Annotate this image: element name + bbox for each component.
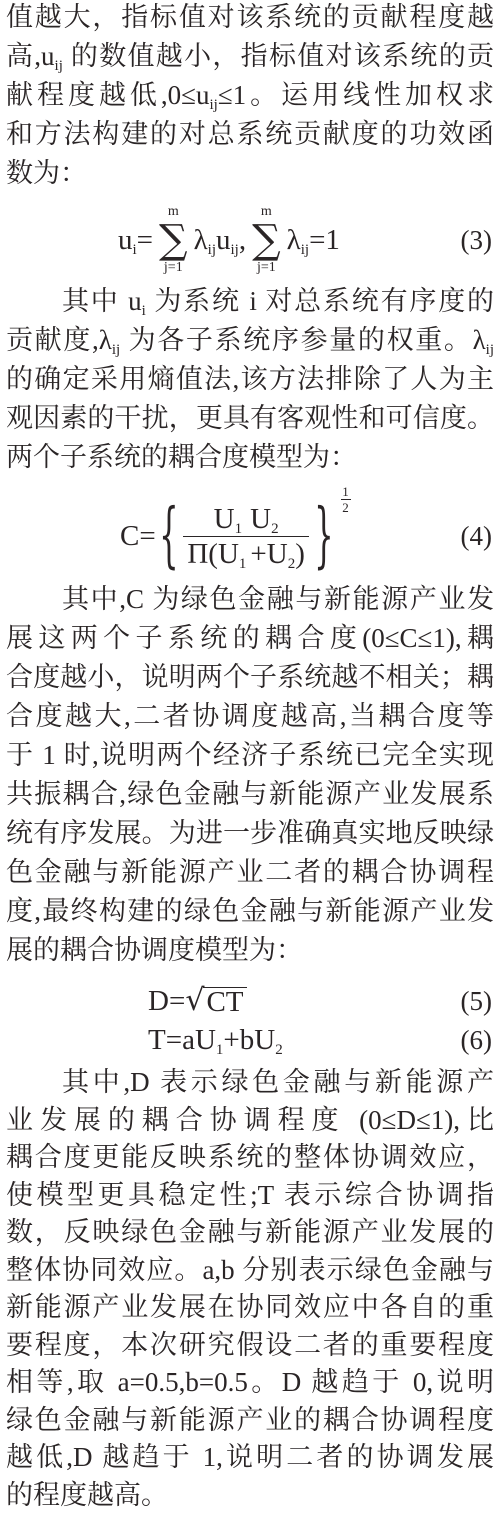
text-segment: 数，反映绿色金融与新能源产业发展的: [6, 1217, 494, 1247]
text-line: [6, 814, 494, 853]
variable: λ: [286, 224, 301, 256]
subscript: ij: [209, 97, 218, 113]
square-root-sign: √: [185, 983, 205, 1018]
exponent-denominator: 2: [342, 500, 349, 515]
text-segment: 两个子系统的耦合度模型为：: [6, 442, 357, 472]
text-segment: 绿色金融与新能源产业的耦合协调程度: [6, 1404, 494, 1435]
text-line: [6, 697, 494, 736]
equation-number: (5): [460, 985, 492, 1016]
paragraph: [6, 0, 494, 193]
text-line: [6, 1477, 494, 1515]
text-line: [6, 76, 494, 115]
text-segment: 为系统 i 对总系统有序度的: [145, 286, 494, 316]
text-segment: 耦合度更能反映系统的整体协调效应，: [6, 1142, 494, 1172]
equation-term: [194, 223, 247, 257]
equation-6: [6, 1021, 494, 1059]
subscript: ij: [54, 58, 63, 74]
right-brace: }: [313, 494, 334, 578]
text-segment: 的确定采用熵值法,该方法排除了人为主: [6, 364, 494, 394]
text-line: [6, 0, 494, 37]
text-segment: 值越大，指标值对该系统的贡献程度越: [6, 2, 494, 32]
text-segment: 数为：: [6, 158, 87, 188]
text-line: [6, 931, 494, 970]
text-segment: 业发展的耦合协调程度 (0≤D≤1),比: [6, 1104, 494, 1135]
subscript: ij: [300, 242, 310, 258]
variable: λ: [193, 224, 208, 256]
text-segment: 合度越大,二者协调度越高,当耦合度等: [6, 701, 494, 731]
variable: u: [41, 41, 55, 71]
text-segment: 新能源产业发展在协同效应中各自的重: [6, 1292, 494, 1322]
text-segment: T=aU: [148, 1024, 216, 1056]
text-segment: 展的耦合协调度模型为：: [6, 935, 303, 965]
fraction-numerator: [210, 502, 283, 536]
variable: u: [195, 80, 210, 110]
fraction-denominator: [183, 537, 309, 571]
exponent-numerator: 1: [342, 484, 349, 499]
summation: [159, 205, 188, 275]
text-segment: 合度越小，说明两个子系统越不相关；耦: [6, 662, 494, 692]
text-line: [6, 1064, 494, 1102]
text-segment: 使模型更具稳定性;T 表示综合协调指: [6, 1179, 494, 1210]
text-line: [6, 438, 494, 477]
text-line: [6, 399, 494, 438]
text-line: [6, 1327, 494, 1365]
text-segment: 观因素的干扰，更具有客观性和可信度。: [6, 403, 494, 433]
subscript: i: [141, 303, 146, 319]
text-segment: 的程度越高。: [6, 1479, 168, 1510]
sum-upper-limit: m: [167, 204, 179, 219]
text-segment: 其中,C 为绿色金融与新能源产业发: [62, 584, 494, 614]
subscript: ij: [111, 342, 121, 358]
equation-4-body: [120, 484, 351, 588]
text-line: [6, 1139, 494, 1177]
text-line: [6, 1177, 494, 1215]
text-line: [6, 321, 494, 360]
equation-5-body: [148, 982, 247, 1020]
paragraph: [6, 282, 494, 477]
text-line: [6, 658, 494, 697]
equation-term: [118, 223, 153, 257]
text-segment: 为各子系统序参量的权重。: [120, 325, 473, 355]
text-line: [6, 1252, 494, 1290]
text-segment: 和方法构建的对总系统贡献度的功效函: [6, 119, 494, 149]
variable: U: [250, 502, 272, 535]
text-segment: +bU: [223, 1024, 276, 1056]
text-segment: 其中,D 表示绿色金融与新能源产: [62, 1067, 494, 1097]
subscript: 1: [234, 520, 243, 537]
equation-rhs: =1: [309, 224, 340, 256]
variable: u: [128, 286, 142, 316]
text-segment: 的数值越小，指标值对该系统的贡: [62, 41, 494, 71]
text-segment: 贡献度,: [6, 325, 99, 355]
equation-6-body: [148, 1021, 283, 1059]
text-segment: 统有序发展。为进一步准确真实地反映绿: [6, 818, 494, 848]
text-segment: 展这两个子系统的耦合度(0≤C≤1),耦: [6, 623, 494, 653]
equation-term: [287, 223, 340, 257]
variable: u: [216, 224, 231, 256]
text-segment: 度,最终构建的绿色金融与新能源产业发: [6, 896, 494, 926]
text-segment: 要程度，本次研究假设二者的重要程度: [6, 1329, 494, 1360]
subscript: ij: [207, 242, 216, 258]
text-segment: 其中: [62, 286, 129, 316]
radicand: CT: [203, 987, 246, 1016]
summation: [252, 205, 281, 275]
text-line: [6, 282, 494, 321]
text-segment: 共振耦合,绿色金融与新能源产业发展系: [6, 779, 494, 809]
text-segment: +U: [250, 537, 288, 570]
text-segment: ≤1。运用线性加权求: [217, 80, 494, 110]
text-segment: 整体协同效应。a,b 分别表示绿色金融与: [6, 1254, 494, 1285]
equation-lhs: C=: [120, 520, 156, 552]
text-line: [6, 1439, 494, 1477]
text-line: [6, 892, 494, 931]
text-line: [6, 154, 494, 193]
text-segment: 色金融与新能源产业二者的耦合协调程: [6, 857, 494, 887]
sum-lower-limit: j=1: [256, 260, 276, 275]
variable: u: [118, 224, 133, 256]
equation-number: (6): [460, 1024, 492, 1055]
sum-upper-limit: m: [260, 204, 272, 219]
subscript: 2: [271, 520, 279, 537]
equation-4: [6, 484, 494, 588]
text-line: [6, 1364, 494, 1402]
equation-number: (4): [460, 520, 492, 551]
text-line: [6, 1289, 494, 1327]
text-segment: Π(U: [187, 537, 239, 570]
text-segment: 于 1 时,说明两个经济子系统已完全实现: [6, 740, 494, 770]
separator: ,: [238, 224, 247, 256]
equation-5: [6, 982, 494, 1020]
text-line: [6, 360, 494, 399]
equation-lhs: D=: [148, 985, 186, 1017]
sigma-symbol: ∑: [252, 217, 281, 263]
text-segment: 相等,取 a=0.5,b=0.5。D 越趋于 0,说明: [6, 1367, 494, 1397]
text-segment: 献程度越低,0≤: [6, 80, 196, 110]
text-line: [6, 1102, 494, 1140]
text-segment: 高,: [6, 41, 42, 71]
text-line: [6, 736, 494, 775]
text-line: [6, 115, 494, 154]
subscript: i: [132, 242, 137, 258]
equation-number: (3): [460, 224, 492, 255]
fraction: [183, 502, 309, 571]
paragraph: [6, 580, 494, 970]
subscript: 2: [275, 1042, 283, 1058]
exponent-fraction: [341, 485, 351, 514]
text-line: [6, 37, 494, 76]
variable: U: [213, 502, 235, 535]
text-line: [6, 1402, 494, 1440]
sum-lower-limit: j=1: [163, 260, 183, 275]
subscript: ij: [230, 242, 239, 258]
text-line: [6, 853, 494, 892]
text-line: [6, 580, 494, 619]
sigma-symbol: ∑: [159, 217, 188, 263]
equation-3: [6, 202, 494, 278]
subscript: ij: [485, 342, 494, 358]
operator: =: [136, 224, 154, 256]
text-line: [6, 1214, 494, 1252]
paragraph: [6, 1064, 494, 1514]
text-segment: ): [295, 537, 305, 570]
equation-3-body: [118, 202, 340, 278]
subscript: 2: [287, 555, 296, 572]
variable: λ: [472, 325, 486, 355]
equation-term: [148, 1023, 283, 1057]
text-line: [6, 619, 494, 658]
subscript: 1: [215, 1042, 224, 1058]
subscript: 1: [238, 555, 247, 572]
left-brace: {: [158, 494, 179, 578]
text-line: [6, 775, 494, 814]
variable: λ: [98, 325, 112, 355]
text-segment: 越低,D 越趋于 1,说明二者的协调发展: [6, 1442, 494, 1472]
